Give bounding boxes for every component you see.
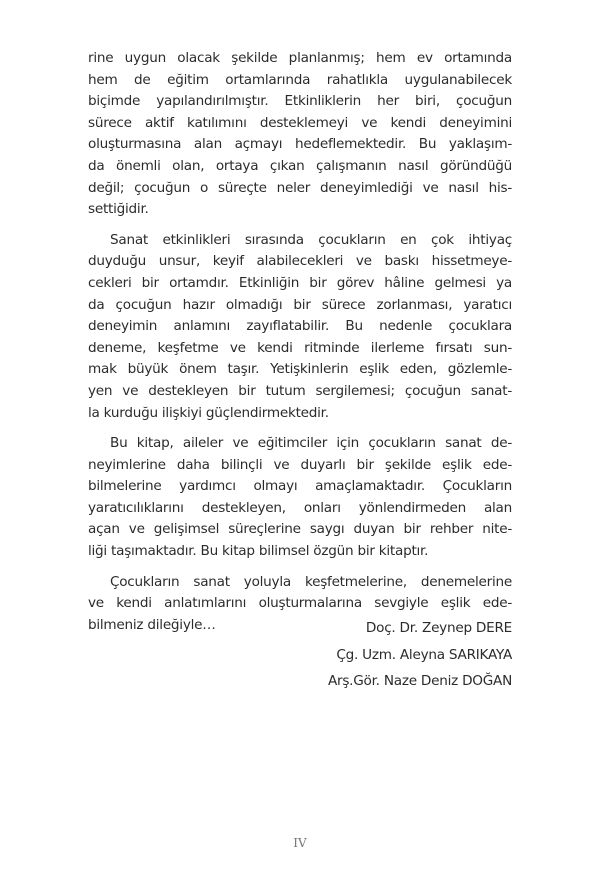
- text-line: açan ve gelişimsel süreçlerine saygı duyan bir rehber nite-: [88, 521, 512, 538]
- text-line: oluşturmasına alan açmayı hedeflemektedir. Bu yaklaşım-: [88, 136, 512, 153]
- text-line: ve kendi anlatımlarını oluşturmalarına sevgiyle eşlik ede-: [88, 595, 512, 612]
- text-line: mak büyük önem taşır. Yetişkinlerin eşlik eden, gözlemle-: [88, 361, 512, 378]
- text-line: cekleri bir ortamdır. Etkinliğin bir görev hâline gelmesi ya: [88, 274, 512, 291]
- text-line: hem de eğitim ortamlarında rahatlıkla uygulanabilecek: [88, 71, 512, 88]
- text-line: yaratıcılıklarını destekleyen, onları yönlendirmeden alan: [88, 499, 512, 516]
- page-number: IV: [293, 836, 307, 850]
- text-line: bilmelerine yardımcı olmayı amaçlamaktadır. Çocukların: [88, 478, 512, 495]
- text-line: da çocuğun hazır olmadığı bir sürece zorlanması, yaratıcı: [88, 296, 512, 313]
- author-name: Doç. Dr. Zeynep DERE: [365, 620, 512, 636]
- text-line: bilmeniz dileğiyle…: [88, 616, 216, 633]
- text-line: deneme, keşfetme ve kendi ritminde ilerleme fırsatı sun-: [88, 339, 512, 356]
- text-line: Çocukların sanat yoluyla keşfetmelerine, denemelerine: [110, 573, 512, 590]
- text-line: sürece aktif katılımını desteklemeyi ve kendi deneyimini: [88, 114, 512, 131]
- body-text: [88, 48, 512, 645]
- text-line: yen ve destekleyen bir tutum sergilemesi; çocuğun sanat-: [88, 382, 512, 399]
- paragraph-2: [88, 230, 512, 424]
- text-line: settiğidir.: [88, 201, 149, 218]
- paragraph-3: [88, 433, 512, 563]
- text-line: da önemli olan, ortaya çıkan çalışmanın nasıl göründüğü: [88, 157, 512, 174]
- text-line: biçimde yapılandırılmıştır. Etkinliklerin her biri, çocuğun: [88, 93, 512, 110]
- text-line: la kurduğu ilişkiyi güçlendirmektedir.: [88, 404, 329, 421]
- text-line: duyduğu unsur, keyif alabilecekleri ve baskı hissetmeye-: [88, 253, 512, 270]
- text-line: neyimlerine daha bilinçli ve duyarlı bir şekilde eşlik ede-: [88, 456, 512, 473]
- author-signatures: [328, 615, 512, 695]
- author-name: Çg. Uzm. Aleyna SARIKAYA: [336, 646, 512, 663]
- author-name: Arş.Gör. Naze Deniz DOĞAN: [327, 673, 512, 689]
- text-line: liği taşımaktadır. Bu kitap bilimsel özgün bir kitaptır.: [88, 543, 429, 560]
- text-line: deneyimin anlamını zayıflatabilir. Bu nedenle çocuklara: [88, 318, 512, 335]
- text-line: Bu kitap, aileler ve eğitimciler için çocukların sanat de-: [110, 435, 512, 452]
- paragraph-1: [88, 48, 512, 221]
- text-line: rine uygun olacak şekilde planlanmış; hem ev ortamında: [88, 50, 512, 66]
- text-line: değil; çocuğun o süreçte neler deneyimlediği ve nasıl his-: [88, 179, 512, 196]
- text-line: Sanat etkinlikleri sırasında çocukların en çok ihtiyaç: [110, 231, 512, 248]
